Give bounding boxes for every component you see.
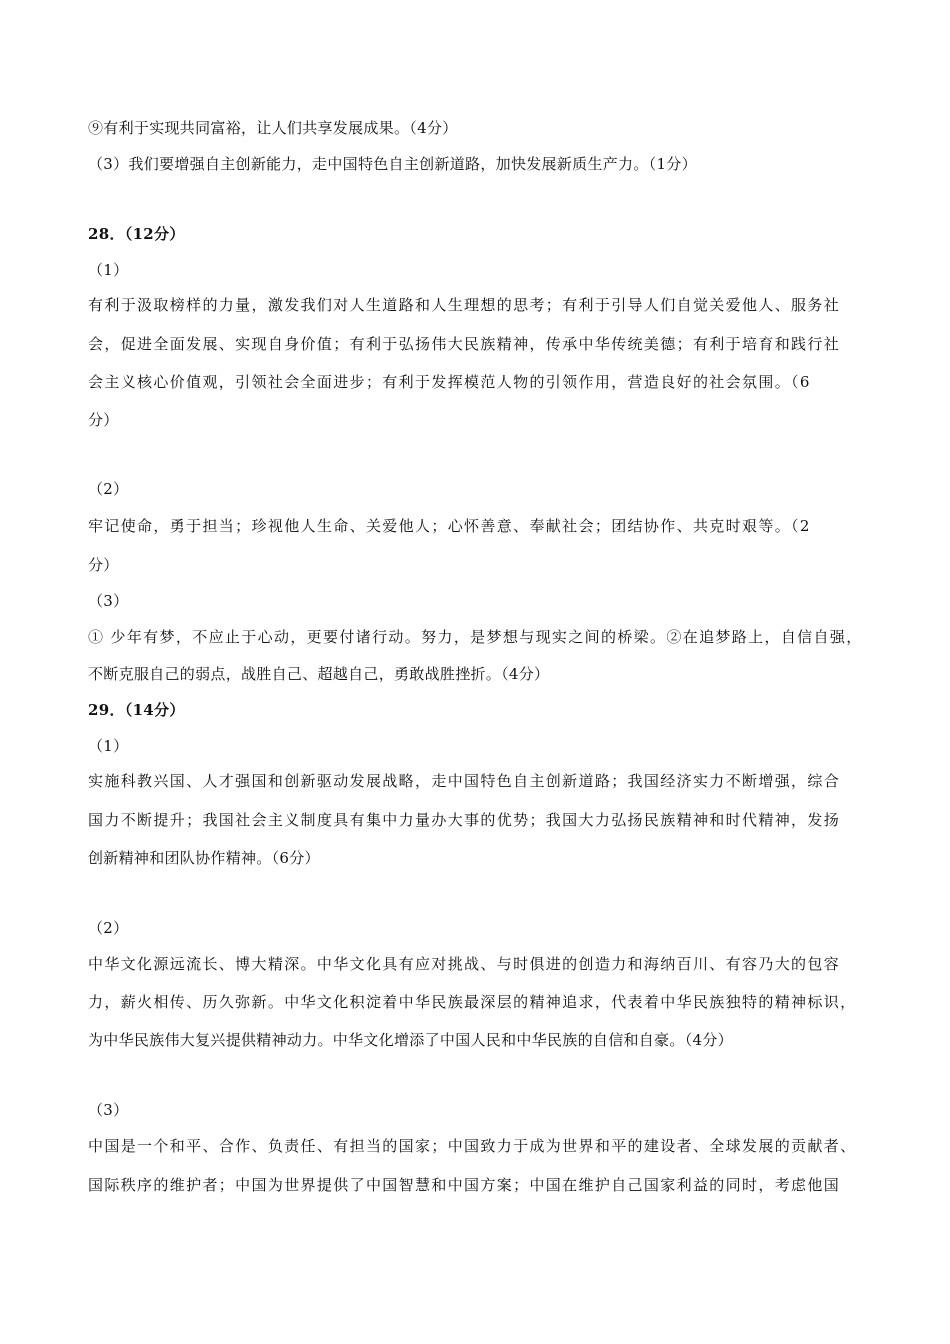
q29-part-2-text: 为中华民族伟大复兴提供精神动力。中华文化增添了中国人民和中华民族的自信和自豪。（4分） — [88, 1031, 733, 1049]
q28-part-2-text: 分） — [88, 556, 119, 574]
q27-part-3: （3）我们要增强自主创新能力，走中国特色自主创新道路，加快发展新质生产力。（1分） — [88, 155, 697, 173]
q28-part-1-text: 有利于汲取榜样的力量，激发我们对人生道路和人生理想的思考；有利于引导人们自觉关爱他人、服务社 — [88, 296, 841, 314]
q28-heading: 28．（12分） — [88, 225, 185, 243]
q28-part-3-label: （3） — [88, 592, 129, 610]
q28-part-2-text: 牢记使命，勇于担当；珍视他人生命、关爱他人；心怀善意、奉献社会；团结协作、共克时艰等。（2 — [88, 517, 811, 535]
q29-part-2-text: 中华文化源远流长、博大精深。中华文化具有应对挑战、与时俱进的创造力和海纳百川、有容乃大的包容 — [88, 955, 841, 973]
q28-part-3-text: ① 少年有梦，不应止于心动，更要付诸行动。努力，是梦想与现实之间的桥梁。②在追梦路上，自信自强， — [88, 628, 863, 646]
q29-part-1-text: 创新精神和团队协作精神。（6分） — [88, 849, 320, 867]
q28-part-1-label: （1） — [88, 261, 129, 279]
q28-part-1-text: 会，促进全面发展、实现自身价值；有利于弘扬伟大民族精神，传承中华传统美德；有利于培育和践行社 — [88, 335, 841, 353]
q28-part-3-text: 不断克服自己的弱点，战胜自己、超越自己，勇敢战胜挫折。（4分） — [88, 665, 550, 683]
q28-part-1-text: 分） — [88, 411, 119, 429]
q29-part-1-text: 实施科教兴国、人才强国和创新驱动发展战略，走中国特色自主创新道路；我国经济实力不断增强，综合 — [88, 772, 841, 790]
q29-part-2-label: （2） — [88, 919, 129, 937]
q29-part-1-text: 国力不断提升；我国社会主义制度具有集中力量办大事的优势；我国大力弘扬民族精神和时代精神，发扬 — [88, 811, 841, 829]
q29-part-2-text: 力，薪火相传、历久弥新。中华文化积淀着中华民族最深层的精神追求，代表着中华民族独特的精神标识， — [88, 993, 857, 1011]
q28-part-1-text: 会主义核心价值观，引领社会全面进步；有利于发挥模范人物的引领作用，营造良好的社会氛围。（6 — [88, 373, 811, 391]
q27-point-9: ⑨有利于实现共同富裕，让人们共享发展成果。（4分） — [88, 119, 458, 137]
q29-part-3-text: 中国是一个和平、合作、负责任、有担当的国家；中国致力于成为世界和平的建设者、全球发展的贡献者、 — [88, 1137, 857, 1155]
q29-part-3-text: 国际秩序的维护者；中国为世界提供了中国智慧和中国方案；中国在维护自己国家利益的同时，考虑他国 — [88, 1176, 841, 1194]
q29-part-1-label: （1） — [88, 737, 129, 755]
q29-heading: 29．（14分） — [88, 701, 185, 719]
q29-part-3-label: （3） — [88, 1101, 129, 1119]
q28-part-2-label: （2） — [88, 480, 129, 498]
